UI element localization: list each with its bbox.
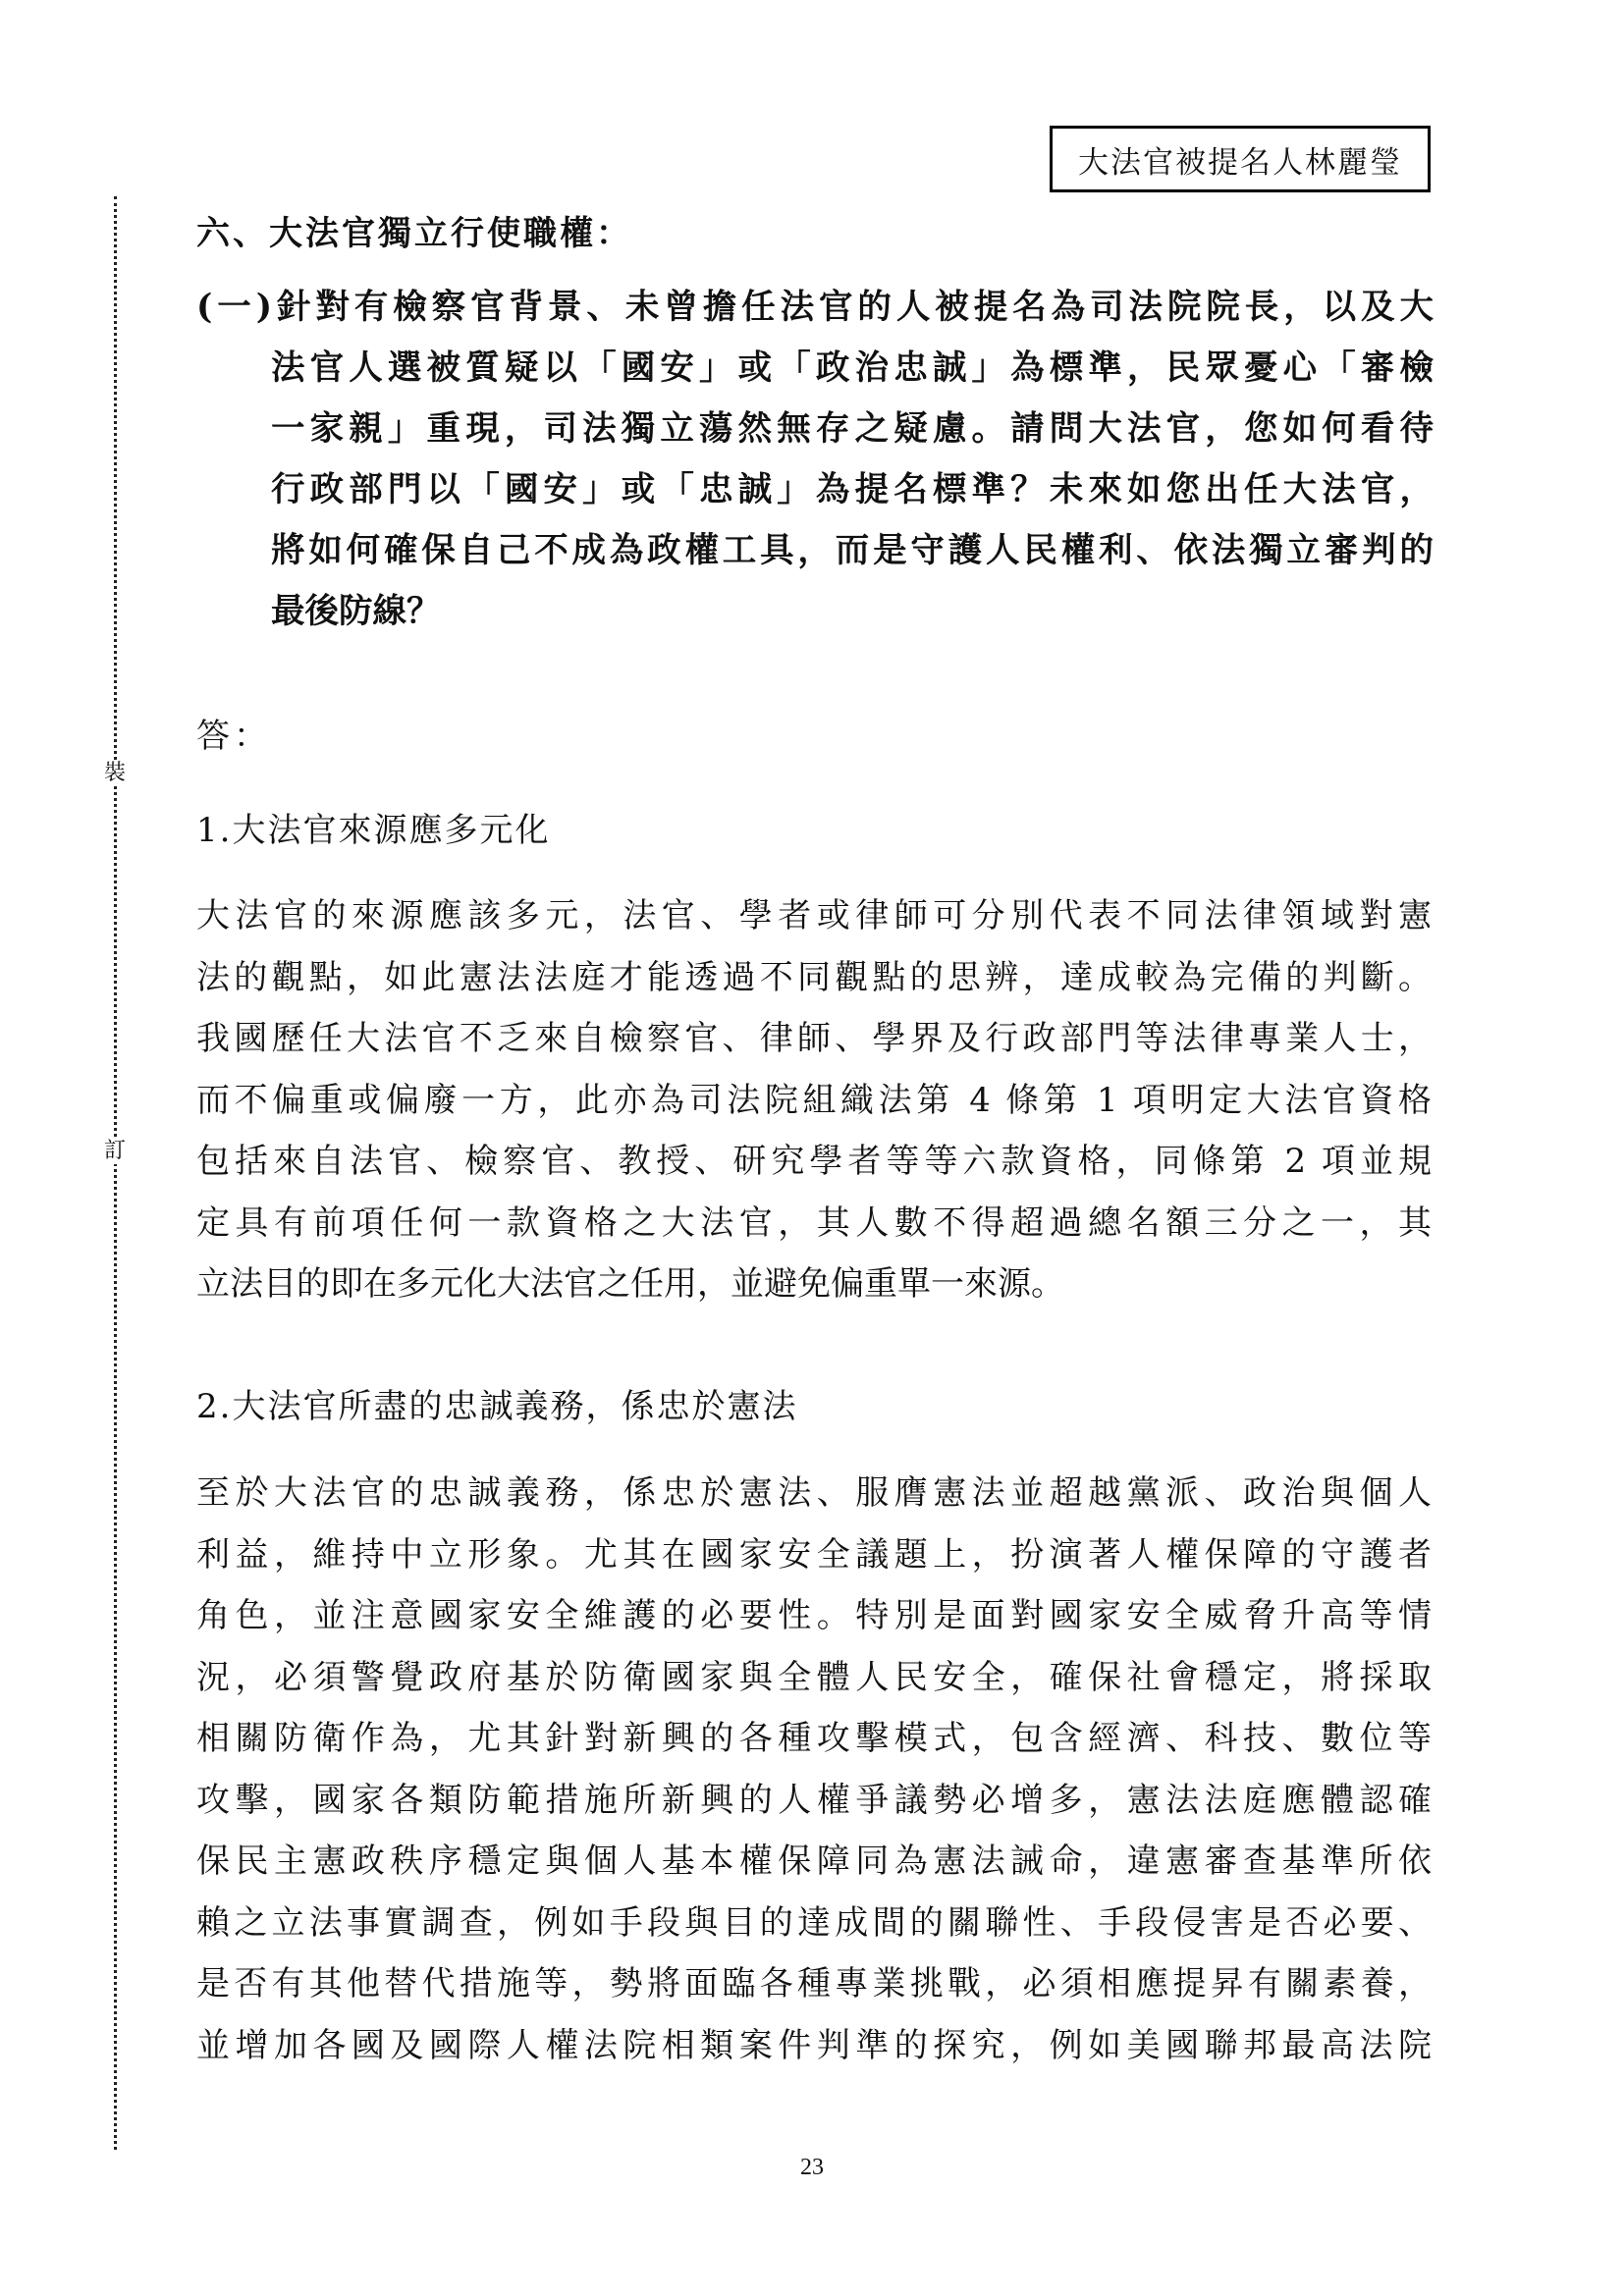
page-number: 23: [800, 2155, 824, 2180]
nominee-label: 大法官被提名人林麗瑩: [1078, 144, 1402, 181]
answer-paragraph-2: [196, 1463, 1432, 2076]
answer-subheading-1: 1.大法官來源應多元化: [196, 811, 551, 850]
nominee-header-box: [1050, 126, 1431, 192]
paragraph-line: 攻擊，國家各類防範措施所新興的人權爭議勢必增多，憲法法庭應體認確: [196, 1780, 1432, 1820]
question-line: 最後防線？: [271, 592, 441, 631]
paragraph-line: 大法官的來源應該多元，法官、學者或律師可分別代表不同法律領域對憲: [196, 896, 1432, 935]
question-line: (一)針對有檢察官背景、未曾擔任法官的人被提名為司法院院長，以及大: [196, 288, 1434, 327]
paragraph-line: 至於大法官的忠誠義務，係忠於憲法、服膺憲法並超越黨派、政治與個人: [196, 1473, 1432, 1513]
question-line: 將如何確保自己不成為政權工具，而是守護人民權利、依法獨立審判的: [271, 531, 1434, 570]
paragraph-line: 是否有其他替代措施等，勢將面臨各種專業挑戰，必須相應提昇有關素養，: [196, 1964, 1432, 2003]
binding-mark-ding: 訂: [100, 1139, 130, 1164]
paragraph-line: 角色，並注意國家安全維護的必要性。特別是面對國家安全威脅升高等情: [196, 1596, 1432, 1635]
paragraph-line: 定具有前項任何一款資格之大法官，其人數不得超過總名額三分之一，其: [196, 1202, 1432, 1243]
section-title: 六、大法官獨立行使職權：: [196, 214, 632, 253]
question-block: [196, 277, 1434, 642]
answer-paragraph-1: [196, 885, 1432, 1315]
paragraph-line: 利益，維持中立形象。尤其在國家安全議題上，扮演著人權保障的守護者: [196, 1534, 1432, 1575]
paragraph-line: 並增加各國及國際人權法院相類案件判準的探究，例如美國聯邦最高法院: [196, 2025, 1432, 2065]
paragraph-line: 保民主憲政秩序穩定與個人基本權保障同為憲法誡命，違憲審查基準所依: [196, 1842, 1432, 1881]
answer-subheading-2: 2.大法官所盡的忠誠義務，係忠於憲法: [196, 1387, 798, 1426]
question-line: 一家親」重現，司法獨立蕩然無存之疑慮。請問大法官，您如何看待: [271, 409, 1434, 449]
paragraph-line: 法的觀點，如此憲法法庭才能透過不同觀點的思辨，達成較為完備的判斷。: [196, 957, 1432, 997]
paragraph-line: 相關防衛作為，尤其針對新興的各種攻擊模式，包含經濟、科技、數位等: [196, 1719, 1432, 1758]
binding-mark-zhuang: 裝: [100, 761, 130, 786]
answer-label: 答：: [196, 717, 271, 756]
question-line: 法官人選被質疑以「國安」或「政治忠誠」為標準，民眾憂心「審檢: [271, 348, 1434, 388]
paragraph-line: 立法目的即在多元化大法官之任用，並避免偏重單一來源。: [196, 1264, 1064, 1304]
paragraph-line: 我國歷任大法官不乏來自檢察官、律師、學界及行政部門等法律專業人士，: [196, 1019, 1432, 1058]
paragraph-line: 況，必須警覺政府基於防衛國家與全體人民安全，確保社會穩定，將採取: [196, 1657, 1432, 1697]
paragraph-line: 賴之立法事實調查，例如手段與目的達成間的關聯性、手段侵害是否必要、: [196, 1902, 1432, 1943]
paragraph-line: 而不偏重或偏廢一方，此亦為司法院組織法第 4 條第 1 項明定大法官資格: [196, 1080, 1432, 1120]
question-line: 行政部門以「國安」或「忠誠」為提名標準？未來如您出任大法官，: [271, 470, 1434, 509]
paragraph-line: 包括來自法官、檢察官、教授、研究學者等等六款資格，同條第 2 項並規: [196, 1142, 1432, 1181]
binding-line: [114, 196, 117, 2150]
